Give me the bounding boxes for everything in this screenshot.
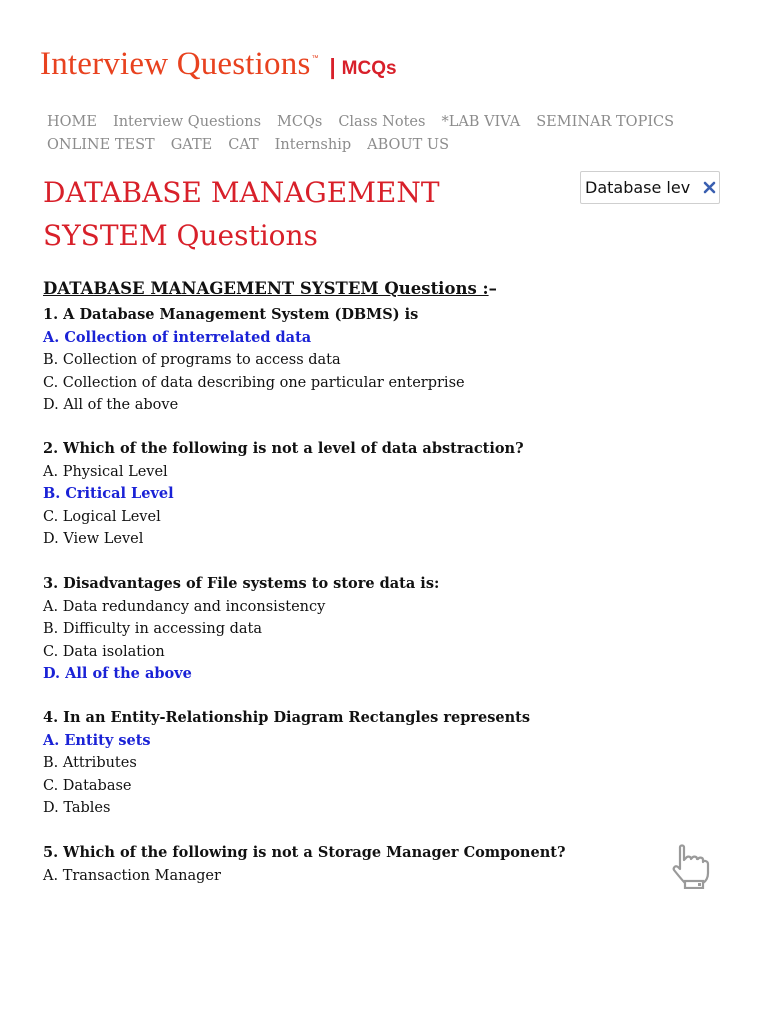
close-icon[interactable] [699,178,719,198]
question-block-5 [43,842,683,887]
nav-mcqs[interactable]: MCQs [277,114,323,130]
option-d-correct: D. All of the above [43,665,192,682]
search-input[interactable] [581,178,699,197]
option-c: C. Logical Level [43,508,161,525]
option-b-correct: B. Critical Level [43,485,174,502]
question-text: 1. A Database Management System (DBMS) is [43,306,419,323]
option-a: A. Physical Level [43,463,168,480]
nav-gate[interactable]: GATE [170,137,213,153]
nav-internship[interactable]: Internship [274,137,352,153]
logo-separator: | [329,54,336,79]
section-heading-dash: – [488,279,497,298]
nav-online-test[interactable]: ONLINE TEST [47,137,155,153]
hand-pointer-icon [670,843,712,889]
question-text: 3. Disadvantages of File systems to store data is: [43,575,440,592]
question-block-3 [43,573,683,686]
section-heading-text: DATABASE MANAGEMENT SYSTEM Questions : [43,279,489,298]
close-icon-glyph [703,181,716,194]
option-a-correct: A. Collection of interrelated data [43,328,312,346]
site-subtitle: MCQs [341,58,397,79]
option-c: C. Database [43,777,132,794]
option-a-correct: A. Entity sets [43,731,151,749]
question-text: 2. Which of the following is not a level of data abstraction? [43,440,524,457]
option-c: C. Collection of data describing one particular enterprise [43,374,465,391]
question-text: 4. In an Entity-Relationship Diagram Rectangles represents [43,709,531,726]
question-block-2 [43,438,683,551]
main-navigation [47,111,727,157]
option-b: B. Attributes [43,755,137,771]
site-logo[interactable] [40,46,397,83]
option-b: B. Collection of programs to access data [43,352,341,368]
nav-class-notes[interactable]: Class Notes [338,114,426,130]
nav-cat[interactable]: CAT [228,137,259,153]
site-title: Interview Questions [40,46,311,82]
option-d: D. Tables [43,800,111,816]
option-c: C. Data isolation [43,643,165,660]
nav-seminar-topics[interactable]: SEMINAR TOPICS [536,114,675,130]
option-d: D. All of the above [43,397,179,413]
question-text: 5. Which of the following is not a Storage Manager Component? [43,844,566,861]
nav-lab-viva[interactable]: *LAB VIVA [441,114,521,130]
nav-interview-questions[interactable]: Interview Questions [112,114,262,130]
search-box [580,171,720,204]
page-title: DATABASE MANAGEMENT SYSTEM Questions [43,176,440,252]
question-block-4 [43,707,683,820]
option-d: D. View Level [43,531,144,547]
option-a: A. Data redundancy and inconsistency [43,598,326,615]
nav-about-us[interactable]: ABOUT US [367,137,450,153]
question-block-1 [43,304,683,417]
section-heading [43,279,497,298]
option-a: A. Transaction Manager [43,867,221,884]
nav-home[interactable]: HOME [47,114,97,130]
option-b: B. Difficulty in accessing data [43,621,263,637]
trademark-symbol: ™ [311,55,319,62]
